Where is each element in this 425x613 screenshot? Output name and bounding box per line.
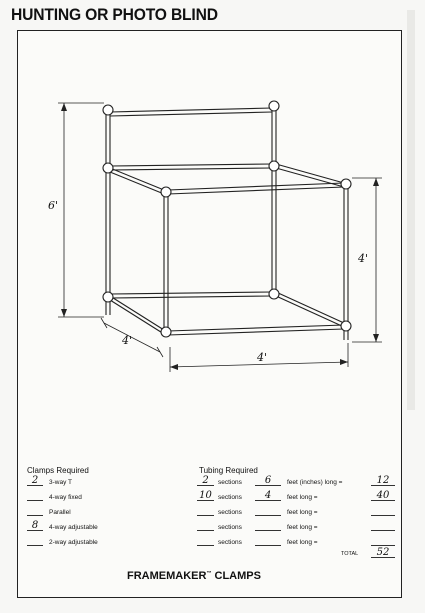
footer-brand-name: FRAMEMAKER (127, 570, 207, 582)
bottom-rail-back (110, 292, 272, 298)
footer-brand (127, 570, 261, 582)
front-right-post (344, 180, 348, 340)
tubing-total-row (197, 548, 397, 560)
tubing-grand-total: 52 (376, 547, 390, 558)
tubing-sections-label: sections (218, 494, 242, 501)
top-rail-front (168, 183, 344, 194)
tubing-length-blank (255, 521, 281, 531)
tubing-qty: 2 (202, 475, 209, 486)
tubing-total-blank (371, 491, 395, 501)
height-dimension-label: 6' (47, 199, 58, 212)
footer-brand-suffix: CLAMPS (211, 570, 261, 582)
clamp (103, 163, 113, 173)
clamp (161, 327, 171, 337)
tubing-qty-blank (197, 476, 214, 486)
clamp-row (27, 476, 167, 488)
clamp-label: Parallel (49, 509, 71, 516)
clamp (269, 161, 279, 171)
tubing-length-label: feet long = (287, 539, 318, 546)
top-rail-left (110, 168, 164, 194)
tubing-length-label: feet (inches) long = (287, 479, 343, 486)
tubing-length-label: feet long = (287, 509, 318, 516)
bottom-rail-left (110, 296, 164, 334)
tubing-qty-blank (197, 521, 214, 531)
tubing-total-label: TOTAL (341, 551, 359, 557)
page-title: HUNTING OR PHOTO BLIND (11, 5, 218, 24)
tubing-length-blank (255, 506, 281, 516)
tubing-total-blank (371, 506, 395, 516)
tubing-row (197, 506, 397, 518)
tubing-sections-label: sections (218, 509, 242, 516)
tubing-length-blank (255, 476, 281, 486)
tubing-sections-label: sections (218, 524, 242, 531)
depth-dimension-label: 4' (121, 334, 133, 347)
back-top-rail (110, 108, 272, 116)
tubing-qty: 10 (199, 490, 212, 501)
clamp (269, 101, 279, 111)
side-height-dimension-label: 4' (357, 252, 368, 265)
tubing-length-blank (255, 536, 281, 546)
clamp-label: 2-way adjustable (49, 539, 98, 546)
clamp-label: 4-way adjustable (49, 524, 98, 531)
clamp-qty-blank (27, 491, 43, 501)
tubing-sections-label: sections (218, 479, 242, 486)
tubing-total-blank (371, 521, 395, 531)
clamp (341, 321, 351, 331)
bottom-rail-front (168, 325, 344, 335)
top-rail-back (110, 164, 272, 170)
clamp-qty-blank (27, 536, 43, 546)
tubing-row (197, 521, 397, 533)
clamp (103, 292, 113, 302)
clamp-qty-blank (27, 506, 43, 516)
clamp (269, 289, 279, 299)
tubing-row (197, 476, 397, 488)
tubing-length-label: feet long = (287, 524, 318, 531)
tubing-sections-label: sections (218, 539, 242, 546)
tubing-length-blank (255, 491, 281, 501)
tubing-row (197, 491, 397, 503)
bottom-rail-right (276, 292, 344, 327)
tubing-heading: Tubing Required (199, 466, 258, 475)
clamp-row (27, 506, 167, 518)
clamp (161, 187, 171, 197)
tubing-qty-blank (197, 536, 214, 546)
tubing-row-total: 12 (376, 475, 390, 486)
back-left-post (106, 105, 110, 315)
clamp (341, 179, 351, 189)
tubing-qty-blank (197, 506, 214, 516)
tubing-qty-blank (197, 491, 214, 501)
clamp-qty-blank (27, 521, 43, 531)
tubing-row-total: 40 (376, 490, 390, 501)
tubing-length: 4 (264, 490, 272, 501)
clamp-qty: 2 (31, 475, 39, 486)
tubing-total-blank (371, 476, 395, 486)
clamp (103, 105, 113, 115)
width-dimension-label: 4' (256, 351, 268, 364)
clamp-qty: 8 (31, 520, 39, 531)
clamp-label: 4-way fixed (49, 494, 82, 501)
clamp-row (27, 491, 167, 503)
tubing-length-label: feet long = (287, 494, 318, 501)
tubing-grand-total-blank (371, 548, 395, 558)
tubing-row (197, 536, 397, 548)
clamp-qty-blank (27, 476, 43, 486)
clamp-row (27, 536, 167, 548)
clamp-row (27, 521, 167, 533)
clamps-heading: Clamps Required (27, 466, 89, 475)
clamp-label: 3-way T (49, 479, 72, 486)
tubing-length: 6 (264, 475, 272, 486)
back-right-post (272, 102, 276, 298)
trademark-mark: ™ (206, 570, 212, 577)
tubing-total-blank (371, 536, 395, 546)
front-left-post (164, 190, 168, 335)
